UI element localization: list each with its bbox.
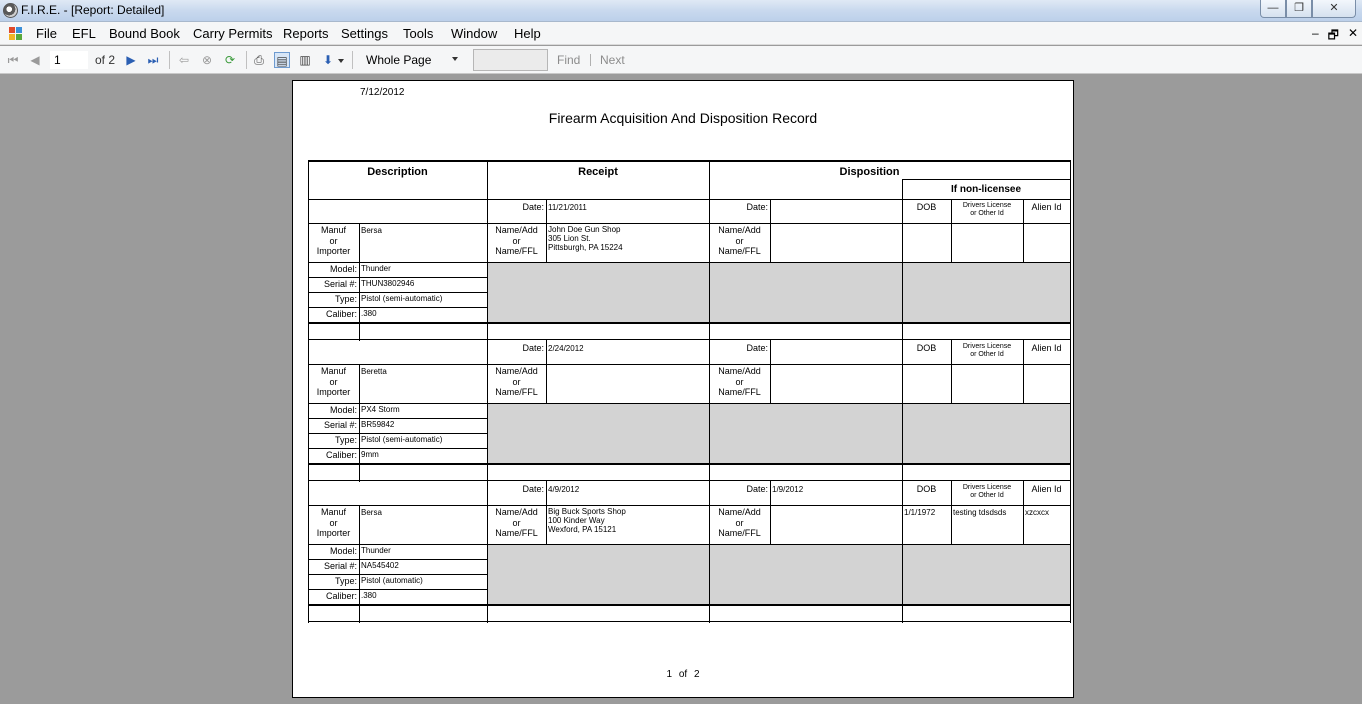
disposition-name-label: Name/FFL xyxy=(718,528,761,538)
app-icon[interactable] xyxy=(3,3,18,18)
disposition-name-label: Name/FFL xyxy=(718,387,761,397)
caliber-value: .380 xyxy=(361,591,377,600)
type-label: Type: xyxy=(334,294,357,304)
export-icon[interactable]: ⬇ xyxy=(322,53,334,67)
receipt-name-label: Name/Add xyxy=(495,366,538,376)
receipt-name-line: John Doe Gun Shop xyxy=(548,225,621,234)
manuf-importer-label: Manuf xyxy=(320,366,346,376)
print-layout-icon[interactable]: ▤ xyxy=(274,52,290,68)
drivers-license-label xyxy=(951,202,1023,218)
disposition-name-label: or xyxy=(735,517,744,528)
receipt-date-value: 11/21/2011 xyxy=(548,203,587,212)
shaded-area xyxy=(488,545,709,604)
receipt-name-label: Name/Add xyxy=(495,507,538,517)
shaded-area xyxy=(488,404,709,463)
receipt-name-line: Big Buck Sports Shop xyxy=(548,507,626,516)
drivers-license-label-line: or Other Id xyxy=(970,492,1004,499)
current-page-input[interactable]: 1 xyxy=(49,50,89,70)
window-title: F.I.R.E. - [Report: Detailed] xyxy=(21,3,165,17)
disposition-name-label: Name/FFL xyxy=(718,246,761,256)
type-value: Pistol (automatic) xyxy=(361,576,423,585)
disposition-date-label: Date: xyxy=(746,202,768,212)
disposition-date-label: Date: xyxy=(746,484,768,494)
model-value: PX4 Storm xyxy=(361,405,400,414)
manuf-importer-label: or xyxy=(329,517,338,528)
manuf-importer-label: or xyxy=(329,376,338,387)
serial-value: BR59842 xyxy=(361,420,395,429)
receipt-name-line: 100 Kinder Way xyxy=(548,516,605,525)
type-value: Pistol (semi-automatic) xyxy=(361,294,443,303)
stop-icon[interactable]: ⊗ xyxy=(201,53,213,67)
shaded-area xyxy=(903,263,1070,322)
dob-label: DOB xyxy=(916,484,937,494)
drivers-license-label-line: Drivers License xyxy=(962,484,1012,491)
page-count-label: of 2 xyxy=(95,53,116,67)
header-non-licensee: If non-licensee xyxy=(950,184,1021,195)
dob-label: DOB xyxy=(916,343,937,353)
close-button[interactable]: ✕ xyxy=(1312,0,1356,18)
serial-label: Serial #: xyxy=(323,279,357,289)
serial-value: THUN3802946 xyxy=(361,279,415,288)
find-link[interactable]: Find xyxy=(557,53,581,67)
disposition-name-label: or xyxy=(735,235,744,246)
mdi-close-button[interactable]: ✕ xyxy=(1347,26,1358,40)
receipt-date-label: Date: xyxy=(522,484,544,494)
manuf-importer-label: Importer xyxy=(316,387,351,397)
manuf-importer-label: or xyxy=(329,235,338,246)
receipt-name-line: Wexford, PA 15121 xyxy=(548,525,617,534)
disposition-name-label: Name/Add xyxy=(718,366,761,376)
shaded-area xyxy=(903,545,1070,604)
export-dropdown-icon[interactable] xyxy=(338,59,344,63)
disposition-date-label: Date: xyxy=(746,343,768,353)
menu-efl[interactable]: EFL xyxy=(72,26,96,41)
manuf-importer-label: Manuf xyxy=(320,507,346,517)
receipt-date-label: Date: xyxy=(522,202,544,212)
receipt-date-value: 2/24/2012 xyxy=(548,344,584,353)
mdi-document-icon[interactable] xyxy=(9,27,22,40)
drivers-license-label-line: or Other Id xyxy=(970,210,1004,217)
caliber-label: Caliber: xyxy=(325,450,357,460)
model-value: Thunder xyxy=(361,546,391,555)
caliber-value: 9mm xyxy=(361,450,379,459)
previous-page-icon[interactable]: ◀ xyxy=(30,53,40,67)
find-next-link[interactable]: Next xyxy=(600,53,625,67)
alien-id-label: Alien Id xyxy=(1031,343,1062,353)
manuf-importer-label: Importer xyxy=(316,246,351,256)
disposition-date-value: 1/9/2012 xyxy=(772,485,804,494)
model-label: Model: xyxy=(329,546,357,556)
dob-label: DOB xyxy=(916,202,937,212)
receipt-name-label: or xyxy=(512,235,521,246)
drivers-license-label-line: or Other Id xyxy=(970,351,1004,358)
receipt-date-label: Date: xyxy=(522,343,544,353)
next-page-icon[interactable]: ▶ xyxy=(126,53,136,67)
find-input[interactable] xyxy=(473,49,548,71)
caliber-value: .380 xyxy=(361,309,377,318)
menu-reports[interactable]: Reports xyxy=(283,26,329,41)
report-toolbar xyxy=(0,46,1362,74)
first-page-icon[interactable]: ⏮ xyxy=(7,53,19,67)
manufacturer-value: Beretta xyxy=(361,367,387,376)
drivers-license-value: testing tdsdsds xyxy=(953,508,1007,517)
header-receipt: Receipt xyxy=(578,166,618,178)
type-value: Pistol (semi-automatic) xyxy=(361,435,443,444)
menu-tools[interactable]: Tools xyxy=(403,26,434,41)
maximize-button[interactable]: ❐ xyxy=(1286,0,1312,18)
menu-bar xyxy=(0,22,1362,45)
alien-id-label: Alien Id xyxy=(1031,484,1062,494)
header-description: Description xyxy=(367,166,428,178)
shaded-area xyxy=(710,545,902,604)
serial-label: Serial #: xyxy=(323,420,357,430)
manuf-importer-label: Manuf xyxy=(320,225,346,235)
drivers-license-label-line: Drivers License xyxy=(962,343,1012,350)
type-label: Type: xyxy=(334,435,357,445)
receipt-name-label: or xyxy=(512,376,521,387)
receipt-name-label: Name/FFL xyxy=(495,246,538,256)
receipt-name-label: Name/Add xyxy=(495,225,538,235)
refresh-icon[interactable]: ⟳ xyxy=(224,53,236,67)
receipt-name-label: Name/FFL xyxy=(495,528,538,538)
disposition-name-label: Name/Add xyxy=(718,507,761,517)
receipt-name-line: Pittsburgh, PA 15224 xyxy=(548,243,623,252)
page-setup-icon[interactable]: ▥ xyxy=(299,53,311,67)
receipt-name-label: Name/FFL xyxy=(495,387,538,397)
mdi-minimize-button[interactable]: – xyxy=(1311,26,1319,40)
header-disposition: Disposition xyxy=(839,166,900,178)
model-label: Model: xyxy=(329,405,357,415)
disposition-name-label: Name/Add xyxy=(718,225,761,235)
caliber-label: Caliber: xyxy=(325,309,357,319)
back-icon[interactable]: ⇦ xyxy=(178,53,190,67)
type-label: Type: xyxy=(334,576,357,586)
receipt-name-line: 305 Lion St. xyxy=(548,234,591,243)
menu-help[interactable]: Help xyxy=(514,26,541,41)
menu-window[interactable]: Window xyxy=(451,26,498,41)
model-value: Thunder xyxy=(361,264,391,273)
manufacturer-value: Bersa xyxy=(361,226,382,235)
last-page-icon[interactable]: ⏭ xyxy=(147,53,159,67)
shaded-area xyxy=(488,263,709,322)
shaded-area xyxy=(710,404,902,463)
manuf-importer-label: Importer xyxy=(316,528,351,538)
zoom-select[interactable]: Whole Page xyxy=(366,53,432,67)
zoom-dropdown-icon[interactable] xyxy=(452,57,458,61)
title-bar xyxy=(0,0,1362,22)
drivers-license-label xyxy=(951,343,1023,359)
manufacturer-value: Bersa xyxy=(361,508,382,517)
disposition-name-label: or xyxy=(735,376,744,387)
model-label: Model: xyxy=(329,264,357,274)
alien-id-value: xzcxcx xyxy=(1025,508,1049,517)
drivers-license-label-line: Drivers License xyxy=(962,202,1012,209)
menu-bound-book[interactable]: Bound Book xyxy=(109,26,180,41)
caliber-label: Caliber: xyxy=(325,591,357,601)
mdi-restore-button[interactable]: 🗗 xyxy=(1327,28,1339,42)
alien-id-label: Alien Id xyxy=(1031,202,1062,212)
report-page-footer: 1 of 2 xyxy=(666,669,700,680)
drivers-license-label xyxy=(951,484,1023,500)
serial-value: NA545402 xyxy=(361,561,399,570)
print-icon[interactable]: ⎙ xyxy=(254,53,264,67)
shaded-area xyxy=(710,263,902,322)
serial-label: Serial #: xyxy=(323,561,357,571)
receipt-date-value: 4/9/2012 xyxy=(548,485,580,494)
minimize-button[interactable]: — xyxy=(1260,0,1286,18)
dob-value: 1/1/1972 xyxy=(904,508,936,517)
menu-carry-permits[interactable]: Carry Permits xyxy=(193,26,273,41)
report-page xyxy=(292,80,1074,698)
receipt-name-label: or xyxy=(512,517,521,528)
report-date: 7/12/2012 xyxy=(360,87,405,98)
menu-settings[interactable]: Settings xyxy=(341,26,388,41)
shaded-area xyxy=(903,404,1070,463)
report-title: Firearm Acquisition And Disposition Record xyxy=(548,110,818,126)
menu-file[interactable]: File xyxy=(36,26,57,41)
